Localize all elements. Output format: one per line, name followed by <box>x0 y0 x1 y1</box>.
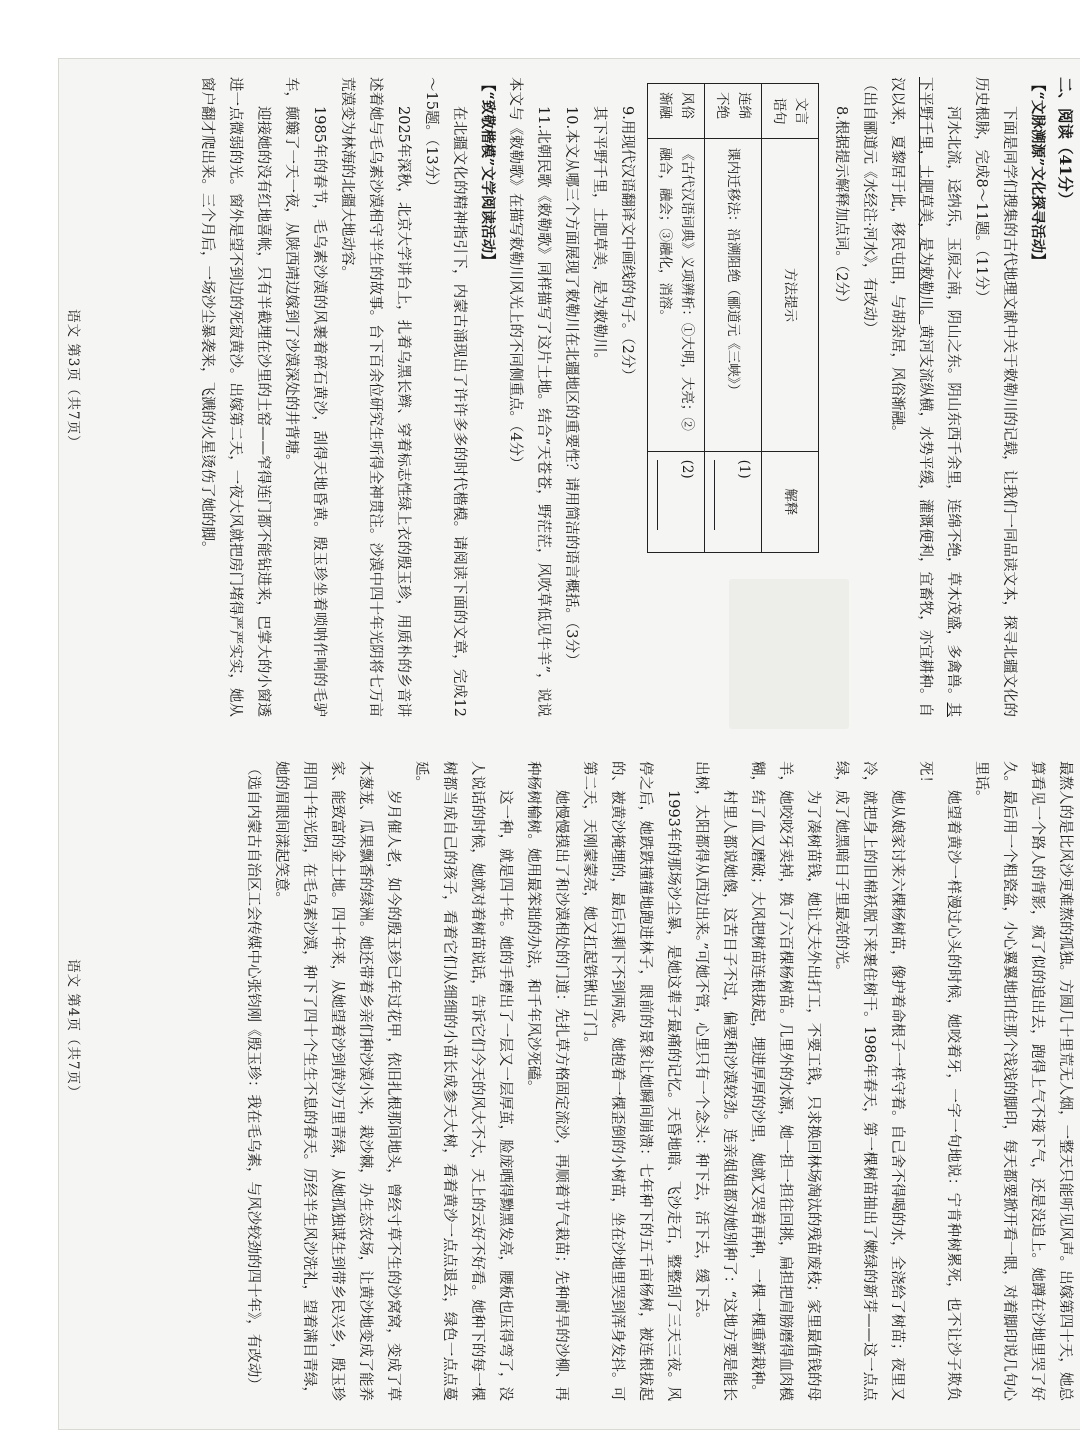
table-cell-answer[interactable] <box>648 451 705 552</box>
classical-source-text <box>883 77 967 717</box>
scan-frame <box>58 58 1080 1430</box>
activity-1-heading: 【“文脉溯源”文化探寻活动】 <box>1029 77 1046 268</box>
table-header-explanation: 解释 <box>762 451 819 552</box>
table-cell-answer[interactable] <box>705 451 762 552</box>
story-paragraph: 她慢慢摸出了和沙漠相处的门道：先扎草方格固定流沙，再顺着节气栽苗；先种耐旱的沙柳、再种杨树榆树。她用最笨拙的办法，和千年风沙死磕。 <box>525 761 569 1401</box>
table-cell-method: 课内迁移法：沿溯阻绝（郦道元《三峡》） <box>705 139 762 451</box>
page-4-column <box>79 761 1079 1401</box>
story-paragraph: 她望着黄沙一样漫过心头的时候，她咬着牙，一字一句地说：宁肯种树累死，也不让沙子欺负死！ <box>917 761 961 1401</box>
source-citation: （出自郦道元《水经注·河水》，有改动） <box>861 77 877 336</box>
activity-2-heading: 【“致敬楷模”文学阅读活动】 <box>479 77 496 268</box>
story-paragraph: 她从娘家讨来六棵杨树苗，像护着命根子一样守着。自己舍不得喝的水，全浇给了树苗；夜里又冷，就把身上的旧棉袄脱下来裹住树干。1986年春天，第一棵树苗抽出了嫩绿的新芽——这一点点绿，成了她黑暗日子里最亮的光。 <box>833 761 905 1401</box>
table-header-row <box>762 84 819 553</box>
story-paragraph: 岁月催人老，如今的殷玉珍已年过花甲，依旧扎根那间地头，曾经寸草不生的沙窝窝，变成了草木葱茏、瓜果飘香的绿洲。她还带着乡亲们种沙漠小米，栽沙棘，办生态农场，让黄沙地变成了能养家、能致富的金土地。四十年来，从她望着沙到黄沙万里青绿，从她孤独谋生到带乡民兴乡，殷玉珍用四十年光阴，在毛乌素沙漠，种下了四十个生生不息的春天。历经半生风沙洗礼，望着满目青绿，她的眉眼间漾起笑意。 <box>273 761 401 1401</box>
activity-1-intro: 下面是同学们搜集的古代地理文献中关于敕勒川的记载，让我们一同品读文本，探寻北疆文化的历史根脉，完成8～11题。（11分） <box>973 77 1017 717</box>
question-9-sentence: 其下平野千里，土肥草美，是为敕勒川。 <box>591 106 607 367</box>
page-3-column <box>79 77 1079 717</box>
source-text-part-c: 黄河支流纵横，水势平缓，灌溉便利，宜畜牧，亦宜耕种。自汉以来，夏黎居于此，移民屯田，与胡杂居，风俗渐融。 <box>889 77 933 717</box>
table-row <box>705 84 762 553</box>
answer-label: (2) <box>679 459 695 479</box>
answer-label: (1) <box>736 459 752 479</box>
story-paragraph: 2025年深秋，北京大学讲台上，扎着乌黑长辫、穿着标志性绿上衣的殷玉珍，用质朴的乡音讲述着她与毛乌素沙漠相守半生的故事。台下百余位研究生听得全神贯注。沙漠中四十年光阴将七万亩荒漠变为林海的北疆大地动容。 <box>339 77 411 717</box>
page-4-footer: 语文 第4页（共7页） <box>65 959 81 1100</box>
table-cell-phrase: 风俗渐融 <box>648 84 705 139</box>
table-cell-phrase: 连绵不绝 <box>705 84 762 139</box>
answer-blank[interactable] <box>714 460 729 530</box>
table-cell-method: 《古代汉语词典》义项辨析：①大明，大亮；②融合，融会；③融化，消溶。 <box>648 139 705 451</box>
question-11: 11.北朝民歌《敕勒歌》同样描写了这片土地。结合“天苍苍，野茫茫，风吹草低见牛羊”，说说本文与《敕勒歌》在描写敕勒川风光上的不同侧重点。（4分） <box>507 77 551 717</box>
section-title: 二、阅读（41分） <box>1056 77 1075 208</box>
question-8: 8.根据提示解释加点词。（2分） <box>833 106 849 311</box>
page-3-footer: 语文 第3页（共7页） <box>65 309 81 450</box>
story-paragraph: 为了凑树苗钱，她让丈夫外出打工，不要工钱，只求换回林场淘汰的残苗废枝；家里最值钱的母羊，她咬咬牙卖掉，换了六百棵杨树苗。几里外的水源，她一担一担往回挑，扁担把肩膀磨得血肉模糊，结了血又磨破；大风把树苗连根拔起，埋进厚厚的沙里，她就又哭着再种，一棵一棵重新栽种。 <box>749 761 821 1401</box>
story-paragraph: 迎接她的没有红地喜帐，只有半截埋在沙里的土窑——窄得连门都不能钻进来，巴掌大的小窗透进一点微弱的光。窗外是望不到边的死寂黄沙。出嫁第二天，一夜大风就把房门堵得严严实实，她从窗户翻才爬出来。三个月后，一场沙尘暴袭来，飞溅的火星烫伤了她的脚。 <box>199 77 271 717</box>
answer-blank[interactable] <box>657 460 672 530</box>
activity-2-intro: 在北疆文化的精神指引下，内蒙古涌现出了许许多多的时代楷模。请阅读下面的文章，完成12～15题。（13分） <box>423 77 467 717</box>
story-paragraph: 1993年的那场沙尘暴，是她这辈子最痛的记忆。天昏地暗、飞沙走石，整整刮了三天三夜。风停之后，她跌跌撞撞地跑进林子，眼前的景象让她瞬间崩溃：七年种下的五千亩杨树，被连根拔起的、被黄沙掩埋的，最后只剩下不到两成。她抱着一棵歪倒的小树苗，坐在沙地里哭到浑身发抖。可第二天，天刚蒙蒙亮，她又扛起铁锹出了门。 <box>581 761 681 1401</box>
story-paragraph: 1985年的春节，毛乌素沙漠的风裹着碎石黄沙，刮得天地昏黄。殷玉珍坐着唢呐作响的毛驴车，颠簸了一天一夜，从陕西靖边嫁到了沙漠深处的井背塘。 <box>283 77 327 717</box>
story-paragraph: 最熬人的是比风沙更难熬的孤独。方圆几十里荒无人烟，一整天只能听见风声。出嫁第四十天，她总算看见一个路人的背影，疯了似的追出去，跑得上气不接下气，还是没追上。她蹲在沙地里哭了好久。最后用一个粗瓷盆，小心翼翼地扣住那个浅浅的脚印，每天都要掀开看一眼，对着脚印说几句心里话。 <box>973 761 1073 1401</box>
table-header-method: 方法提示 <box>762 139 819 451</box>
rotated-double-page <box>59 59 1080 1429</box>
underlined-sentence: 其下平野千里，土肥草美，是为敕勒川。 <box>917 77 961 717</box>
source-text-part-b: 连绵不绝，草木茂盛，多禽兽。 <box>945 498 961 703</box>
word-explanation-table <box>647 83 819 553</box>
story-paragraph: 村里人都说她傻，这苦日子不过，偏要和沙漠较劲。连亲姐姐都劝她别种了：“这地方要是能长出树，太阳都得从西边出来。”可她不管，心里只有一个念头：种下去，活下去，缓下去。 <box>693 761 737 1401</box>
source-text-part-a: 河水北流，迳纳乐，玉原之南，阴山之东。阴山东西千余里， <box>945 106 961 499</box>
table-header-phrase: 文言语句 <box>762 84 819 139</box>
article-citation: （选自内蒙古自治区工会传媒中心张钧刚《殷玉珍：我在毛乌素，与风沙较劲的四十年》，有改动） <box>245 761 261 1392</box>
question-9: 9.用现代汉语翻译文中画线的句子。（2分） <box>619 106 635 383</box>
question-10: 10.本文从哪三个方面展现了敕勒川在北疆地区的重要性？请用简洁的语言概括。（3分） <box>563 106 579 668</box>
table-row <box>648 84 705 553</box>
story-paragraph: 这一种，就是四十年。她的手磨出了一层又一层厚茧，脸庞晒得黝黑发亮，腰板也压得弯了，没人说话的时候，她就对着树苗说话，告诉它们今天的风大不大，天上的云好不好看。她种下的每一棵树都当成自己的孩子，看着它们从细细的小苗长成参天大树，看着黄沙一点点退去，绿色一点点蔓延。 <box>413 761 513 1401</box>
